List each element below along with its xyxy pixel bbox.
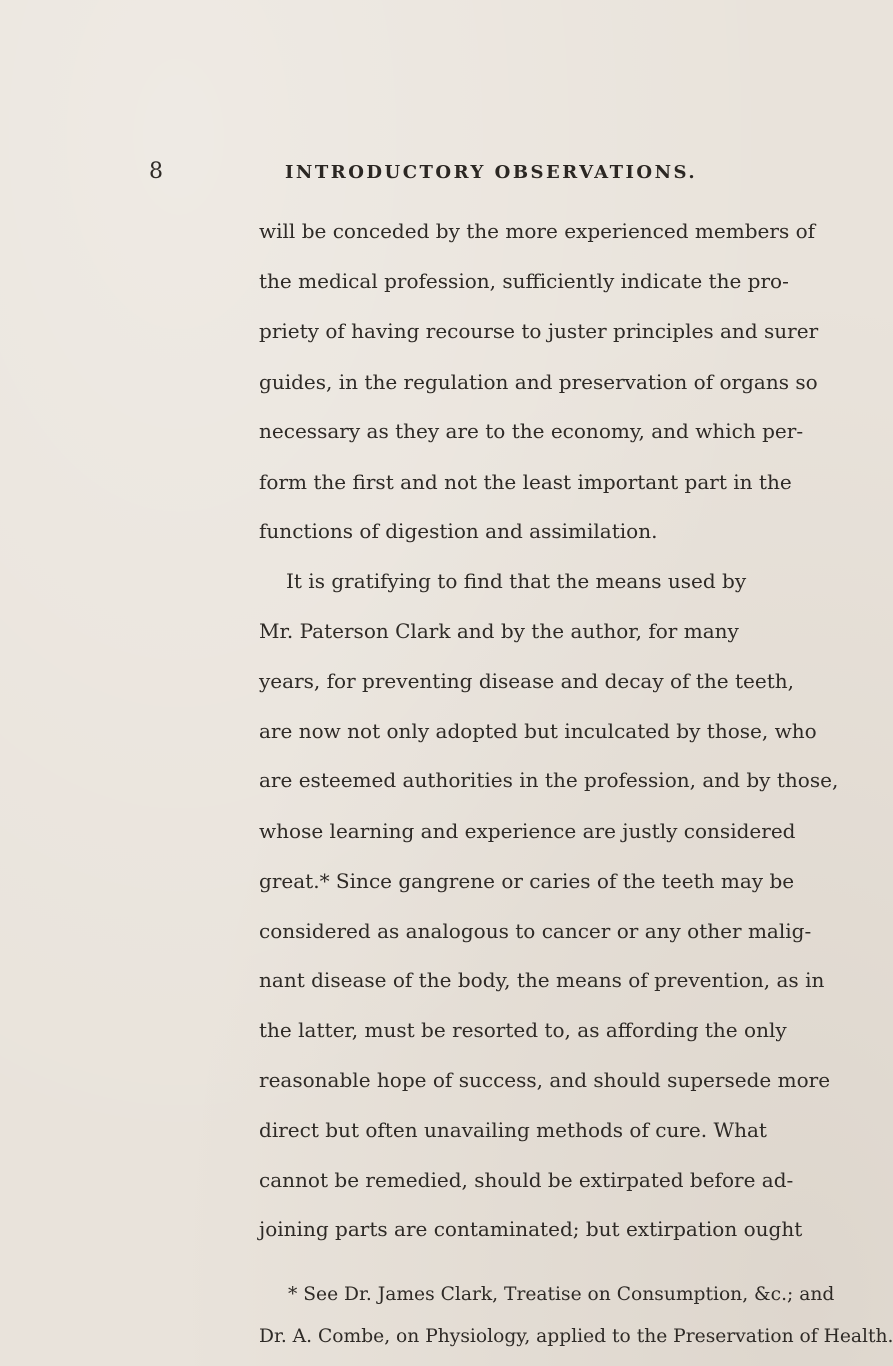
running-head: INTRODUCTORY OBSERVATIONS.: [285, 162, 698, 184]
text-line: nant disease of the body, the means of prevention, as in: [259, 967, 825, 992]
footnote-line: Dr. A. Combe, on Physiology, applied to the Preservation of Health.: [259, 1325, 893, 1347]
text-line: priety of having recourse to juster principles and surer: [259, 319, 819, 344]
text-line: the medical profession, sufficiently indicate the pro-: [259, 269, 789, 294]
text-line: will be conceded by the more experienced members of: [259, 219, 816, 244]
text-line: functions of digestion and assimilation.: [259, 518, 658, 543]
text-line: reasonable hope of success, and should supersede more: [259, 1068, 831, 1093]
text-line: are now not only adopted but inculcated by those, who: [259, 719, 817, 744]
text-line: joining parts are contaminated; but extirpation ought: [259, 1217, 803, 1242]
text-line: guides, in the regulation and preservation of organs so: [259, 369, 818, 394]
footnote-line: * See Dr. James Clark, Treatise on Consumption, &c.; and: [288, 1283, 835, 1305]
text-line: Mr. Paterson Clark and by the author, for many: [259, 619, 739, 644]
text-line: years, for preventing disease and decay of the teeth,: [259, 669, 795, 694]
text-line: whose learning and experience are justly considered: [259, 818, 796, 843]
text-line: necessary as they are to the economy, and which per-: [259, 418, 804, 443]
text-line: great.* Since gangrene or caries of the teeth may be: [259, 868, 795, 893]
text-line: cannot be remedied, should be extirpated before ad-: [259, 1168, 794, 1193]
text-line: the latter, must be resorted to, as affording the only: [259, 1017, 787, 1042]
paragraph-start-line: It is gratifying to find that the means used by: [286, 568, 747, 593]
page-header: [149, 159, 709, 199]
text-line: form the first and not the least important part in the: [259, 469, 792, 494]
page-number: 8: [149, 159, 163, 185]
text-line: direct but often unavailing methods of cure. What: [259, 1118, 767, 1143]
text-line: are esteemed authorities in the profession, and by those,: [259, 768, 839, 793]
text-line: considered as analogous to cancer or any other malig-: [259, 918, 812, 943]
